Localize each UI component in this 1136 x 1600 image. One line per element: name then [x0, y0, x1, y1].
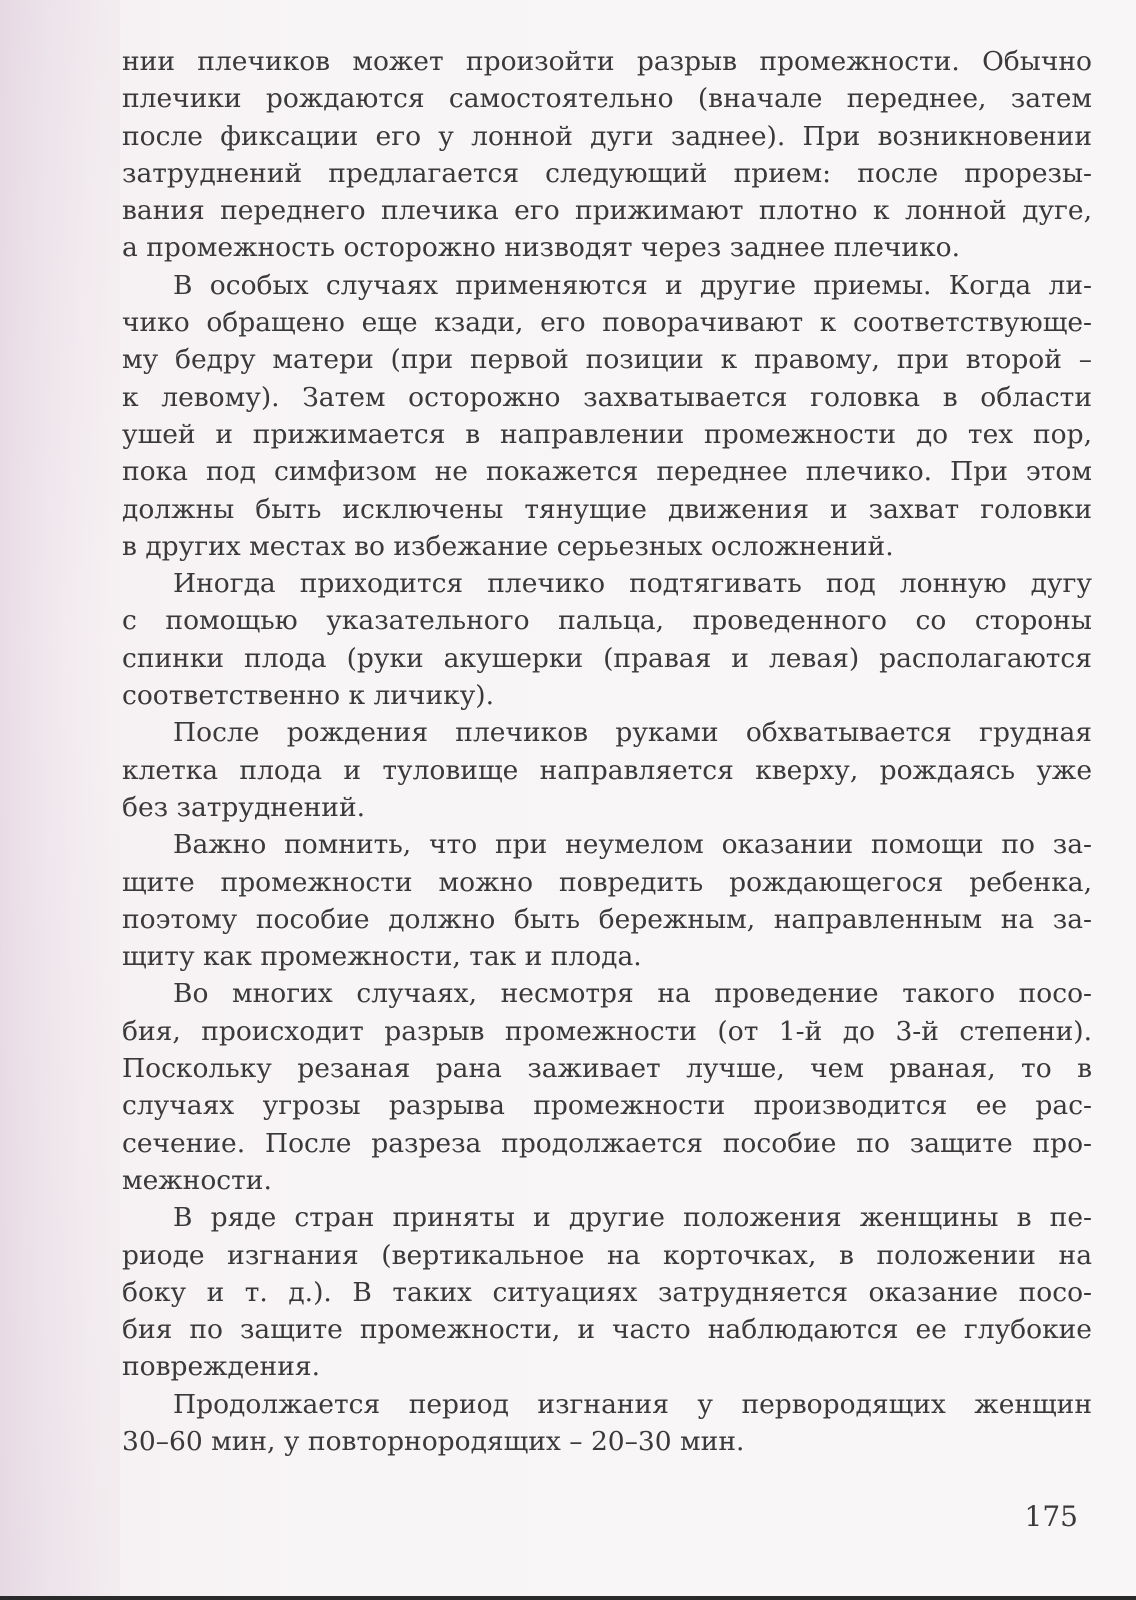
text-line: нии плечиков может произойти разрыв промежности. Обычно	[122, 46, 1092, 77]
text-line: плечики рождаются самостоятельно (вначале переднее, затем	[122, 83, 1092, 115]
page-number: 175	[1024, 1500, 1078, 1533]
text-line: После рождения плечиков руками обхватывается грудная	[173, 717, 1092, 749]
text-line: Поскольку резаная рана заживает лучше, чем рваная, то в	[122, 1053, 1092, 1085]
text-line: повреждения.	[122, 1351, 321, 1383]
text-line: В ряде стран приняты и другие положения женщины в пе-	[173, 1202, 1092, 1234]
text-line: риоде изгнания (вертикальное на корточках, в положении на	[122, 1239, 1092, 1271]
paragraph	[122, 826, 1092, 975]
body-text	[122, 43, 1092, 1460]
paragraph	[122, 43, 1092, 267]
paragraph	[122, 1199, 1092, 1385]
text-line: после фиксации его у лонной дуги заднее). При возникновении	[122, 120, 1092, 152]
text-line: му бедру матери (при первой позиции к правому, при второй –	[122, 344, 1092, 376]
text-line: Иногда приходится плечико подтягивать под лонную дугу	[173, 568, 1092, 600]
text-line: в других местах во избежание серьезных осложнений.	[122, 530, 894, 562]
text-line: а промежность осторожно низводят через заднее плечико.	[122, 232, 961, 264]
scan-edge	[0, 1596, 1136, 1600]
text-line: с помощью указательного пальца, проведенного со стороны	[122, 605, 1092, 637]
text-line: ушей и прижимается в направлении промежности до тех пор,	[122, 418, 1092, 450]
text-line: бия по защите промежности, и часто наблюдаются ее глубокие	[122, 1314, 1092, 1346]
text-line: случаях угрозы разрыва промежности производится ее рас-	[122, 1090, 1092, 1122]
paragraph	[122, 267, 1092, 565]
text-line: Продолжается период изгнания у первородящих женщин	[173, 1388, 1092, 1420]
text-line: щиту как промежности, так и плода.	[122, 941, 642, 973]
text-line: межности.	[122, 1164, 272, 1196]
text-line: затруднений предлагается следующий прием: после прорезы-	[122, 157, 1092, 189]
text-line: должны быть исключены тянущие движения и захват головки	[122, 493, 1092, 525]
text-line: к левому). Затем осторожно захватывается головка в области	[122, 381, 1092, 413]
text-line: соответственно к личику).	[122, 680, 495, 712]
text-line: поэтому пособие должно быть бережным, направленным на за-	[122, 903, 1092, 935]
text-line: щите промежности можно повредить рождающегося ребенка,	[122, 866, 1092, 898]
text-line: чико обращено еще кзади, его поворачивают к соответствующе-	[122, 307, 1092, 339]
text-line: Во многих случаях, несмотря на проведение такого посо-	[173, 978, 1092, 1010]
text-line: бия, происходит разрыв промежности (от 1-й до 3-й степени).	[122, 1015, 1092, 1047]
paragraph	[122, 1386, 1092, 1461]
text-line: клетка плода и туловище направляется кверху, рождаясь уже	[122, 754, 1092, 786]
text-line: боку и т. д.). В таких ситуациях затрудняется оказание посо-	[122, 1276, 1092, 1308]
text-line: Важно помнить, что при неумелом оказании помощи по за-	[173, 829, 1092, 861]
text-line: вания переднего плечика его прижимают плотно к лонной дуге,	[122, 195, 1092, 227]
text-line: пока под симфизом не покажется переднее плечико. При этом	[122, 456, 1092, 488]
text-line: спинки плода (руки акушерки (правая и левая) располагаются	[122, 642, 1092, 674]
text-line: сечение. После разреза продолжается пособие по защите про-	[122, 1127, 1092, 1159]
paragraph	[122, 565, 1092, 714]
text-line: без затруднений.	[122, 791, 366, 823]
paragraph	[122, 975, 1092, 1199]
text-line: 30–60 мин, у повторнородящих – 20–30 мин.	[122, 1425, 745, 1457]
text-line: В особых случаях применяются и другие приемы. Когда ли-	[173, 269, 1092, 301]
paragraph	[122, 714, 1092, 826]
